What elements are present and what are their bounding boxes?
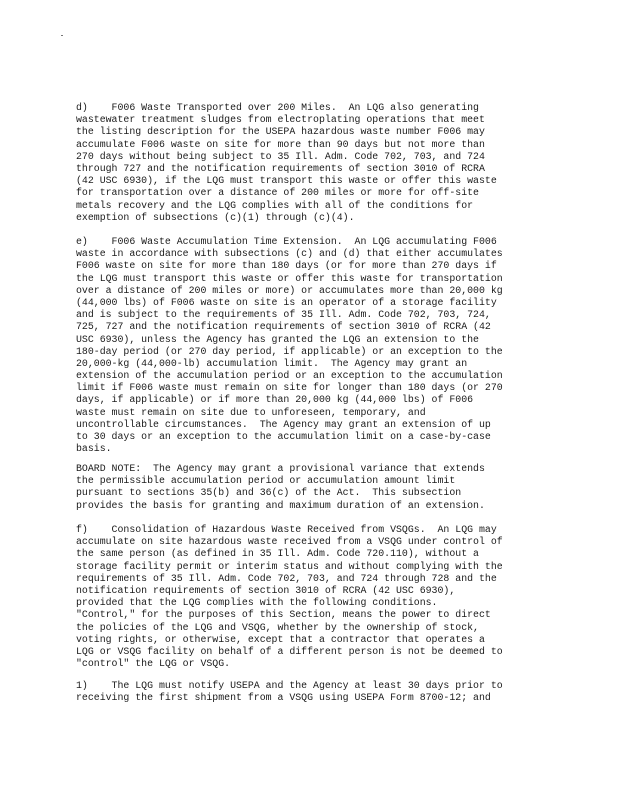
paragraph-f1	[76, 680, 556, 704]
text-line: 270 days without being subject to 35 Ill. Adm. Code 702, 703, and 724	[76, 150, 485, 162]
text-line: d) F006 Waste Transported over 200 Miles. An LQG also generating	[76, 102, 479, 113]
text-line: waste in accordance with subsections (c) and (d) that either accumulates	[76, 248, 503, 260]
text-line: f) Consolidation of Hazardous Waste Received from VSQGs. An LQG may	[76, 524, 497, 535]
text-line: notification requirements of section 3010 of RCRA (42 USC 6930),	[76, 584, 456, 596]
text-line: 725, 727 and the notification requirements of section 3010 of RCRA (42	[76, 321, 491, 333]
text-line: wastewater treatment sludges from electroplating operations that meet	[76, 114, 485, 126]
text-line: accumulate F006 waste on site for more than 90 days but not more than	[76, 138, 485, 150]
text-line: USC 6930), unless the Agency has granted the LQG an extension to the	[76, 333, 479, 345]
text-line: the LQG must transport this waste or offer this waste for transportation	[76, 272, 503, 284]
text-line: through 727 and the notification requirements of section 3010 of RCRA	[76, 162, 485, 174]
text-line: "Control," for the purposes of this Section, means the power to direct	[76, 609, 491, 621]
text-line: e) F006 Waste Accumulation Time Extension. An LQG accumulating F006	[76, 236, 497, 247]
board-note	[76, 463, 556, 512]
text-line: metals recovery and the LQG complies with all of the conditions for	[76, 199, 474, 211]
text-line: 20,000-kg (44,000-lb) accumulation limit. The Agency may grant an	[76, 357, 468, 369]
text-line: uncontrollable circumstances. The Agency may grant an extension of up	[76, 418, 491, 430]
text-line: storage facility permit or interim status and without complying with the	[76, 560, 503, 572]
text-line: extension of the accumulation period or an exception to the accumulation	[76, 370, 503, 382]
text-line: (44,000 lbs) of F006 waste on site is an operator of a storage facility	[76, 296, 497, 308]
text-line: limit if F006 waste must remain on site for longer than 180 days (or 270	[76, 382, 503, 394]
text-line: (42 USC 6930), if the LQG must transport this waste or offer this waste	[76, 175, 497, 187]
text-line: waste must remain on site due to unforeseen, temporary, and	[76, 406, 426, 418]
text-line: the listing description for the USEPA hazardous waste number F006 may	[76, 126, 485, 138]
text-line: provided that the LQG complies with the following conditions.	[76, 597, 438, 609]
text-line: the permissible accumulation period or accumulation amount limit	[76, 475, 456, 487]
text-line: voting rights, or otherwise, except that a contractor that operates a	[76, 633, 485, 645]
text-line: F006 waste on site for more than 180 days (or for more than 270 days if	[76, 260, 497, 272]
text-line: basis.	[76, 443, 112, 455]
text-line: the same person (as defined in 35 Ill. Adm. Code 720.110), without a	[76, 548, 479, 560]
paragraph-d	[76, 102, 556, 224]
text-line: to 30 days or an exception to the accumulation limit on a case-by-case	[76, 431, 491, 442]
text-line: over a distance of 200 miles or more) or accumulates more than 20,000 kg	[76, 284, 503, 296]
paragraph-e	[76, 236, 556, 455]
text-line: for transportation over a distance of 200 miles or more for off-site	[76, 187, 479, 199]
text-line: pursuant to sections 35(b) and 36(c) of the Act. This subsection	[76, 487, 462, 499]
text-line: days, if applicable) or if more than 20,000 kg (44,000 lbs) of F006	[76, 394, 474, 406]
text-line: and is subject to the requirements of 35 Ill. Adm. Code 702, 703, 724,	[76, 309, 491, 321]
text-line: the policies of the LQG and VSQG, whether by the ownership of stock,	[76, 621, 479, 633]
text-line: "control" the LQG or VSQG.	[76, 658, 231, 670]
text-line: 180-day period (or 270 day period, if applicable) or an exception to the	[76, 345, 503, 357]
scan-speck	[61, 35, 63, 36]
text-line: LQG or VSQG facility on behalf of a different person is not be deemed to	[76, 645, 503, 657]
text-line: accumulate on site hazardous waste received from a VSQG under control of	[76, 536, 503, 548]
paragraph-f	[76, 524, 556, 670]
text-line: provides the basis for granting and maximum duration of an extension.	[76, 499, 485, 511]
text-line: BOARD NOTE: The Agency may grant a provisional variance that extends	[76, 463, 485, 474]
text-line: exemption of subsections (c)(1) through (c)(4).	[76, 211, 355, 223]
text-line: requirements of 35 Ill. Adm. Code 702, 703, and 724 through 728 and the	[76, 572, 497, 584]
text-line: 1) The LQG must notify USEPA and the Agency at least 30 days prior to	[76, 680, 503, 691]
text-line: receiving the first shipment from a VSQG using USEPA Form 8700-12; and	[76, 692, 491, 704]
